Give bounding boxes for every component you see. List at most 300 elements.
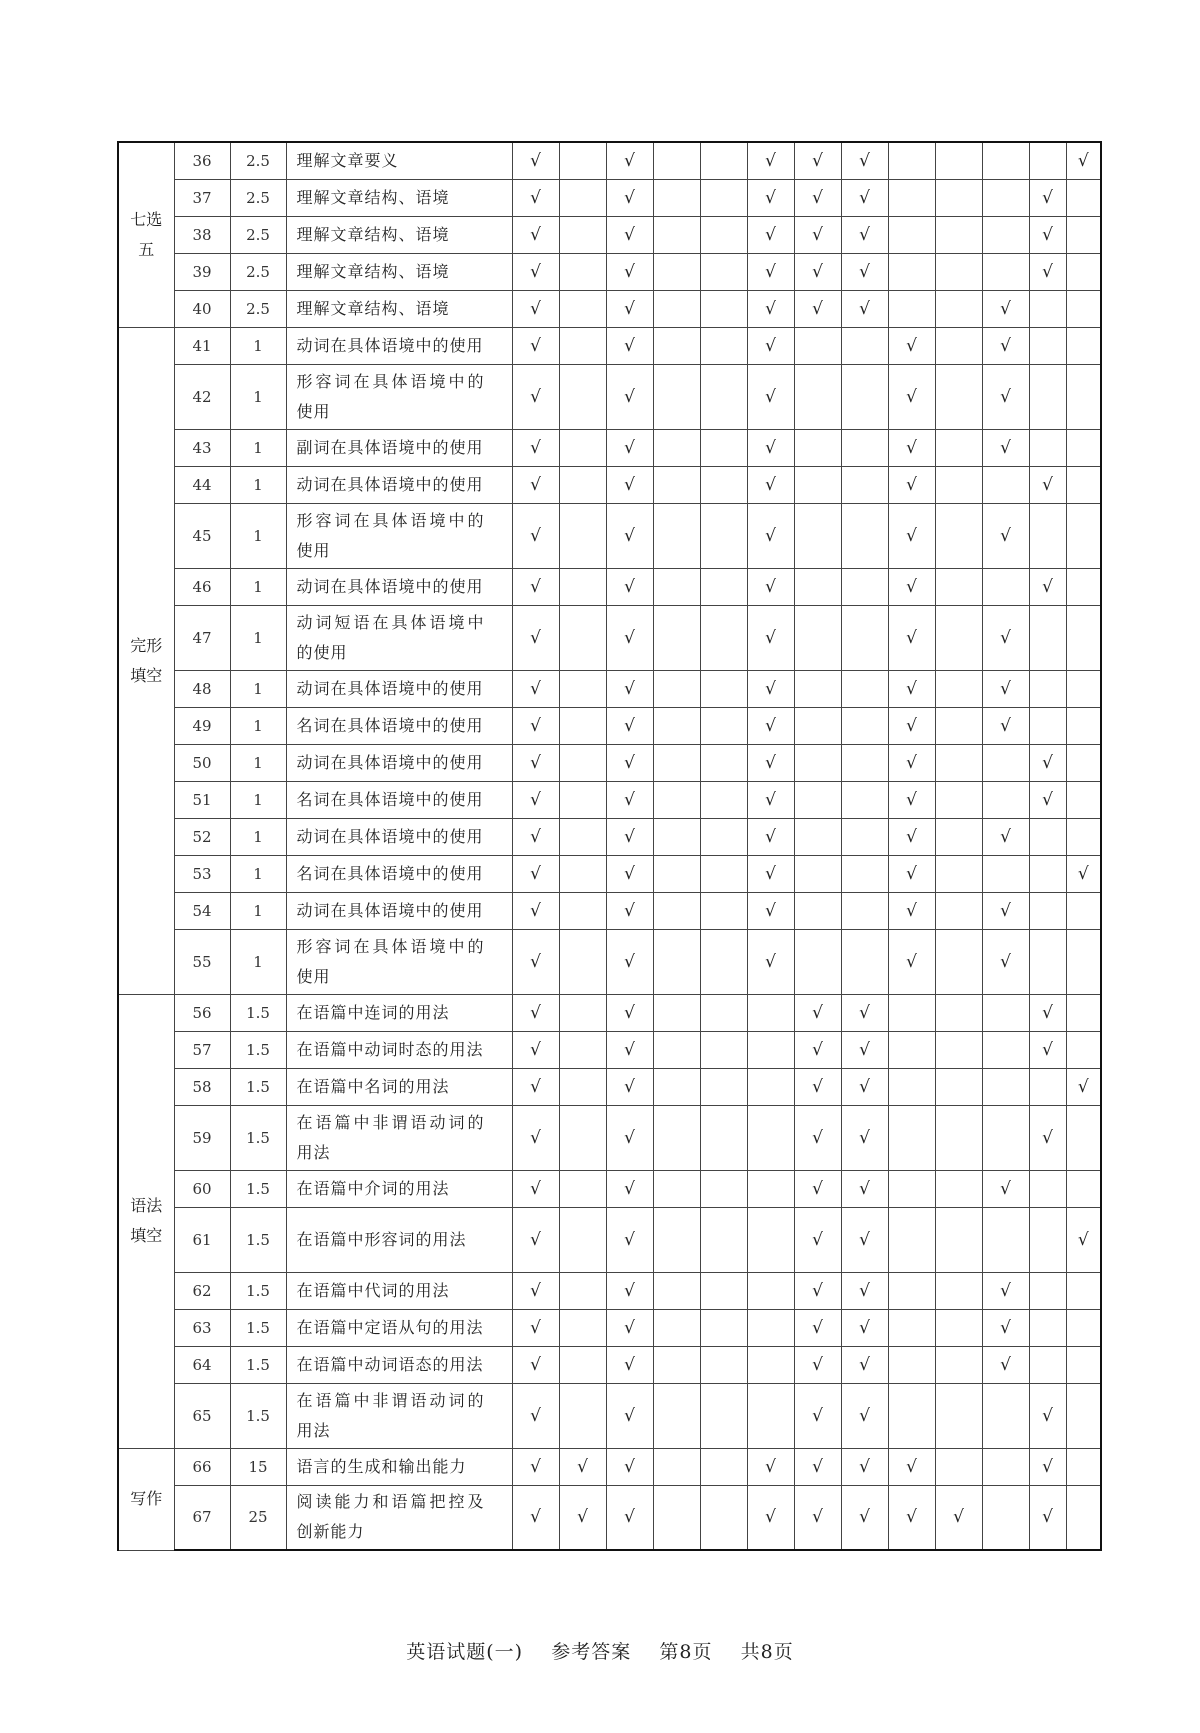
empty-cell (888, 994, 935, 1031)
empty-cell (700, 568, 747, 605)
question-score: 15 (230, 1448, 286, 1485)
check-mark-cell: √ (512, 1346, 559, 1383)
check-mark-cell: √ (606, 1485, 653, 1550)
empty-cell (841, 605, 888, 670)
question-score: 1 (230, 929, 286, 994)
check-mark-cell: √ (841, 1105, 888, 1170)
empty-cell (935, 290, 982, 327)
question-number: 53 (174, 855, 230, 892)
empty-cell (747, 1170, 794, 1207)
empty-cell (700, 1272, 747, 1309)
check-mark-cell: √ (606, 1068, 653, 1105)
empty-cell (841, 707, 888, 744)
check-mark-cell: √ (606, 568, 653, 605)
check-mark-cell: √ (982, 503, 1029, 568)
empty-cell (888, 179, 935, 216)
empty-cell (700, 1068, 747, 1105)
check-mark-cell: √ (794, 1346, 841, 1383)
question-score: 1 (230, 327, 286, 364)
table-row (118, 929, 1101, 994)
empty-cell (794, 707, 841, 744)
empty-cell (747, 1346, 794, 1383)
empty-cell (888, 1309, 935, 1346)
assessment-point: 理解文章结构、语境 (286, 290, 512, 327)
question-score: 2.5 (230, 290, 286, 327)
check-mark-cell: √ (606, 466, 653, 503)
check-mark-cell: √ (1029, 179, 1066, 216)
table-row (118, 1031, 1101, 1068)
empty-cell (1029, 929, 1066, 994)
check-mark-cell: √ (794, 1170, 841, 1207)
empty-cell (1066, 929, 1101, 994)
empty-cell (559, 670, 606, 707)
check-mark-cell: √ (888, 1448, 935, 1485)
question-score: 2.5 (230, 142, 286, 179)
empty-cell (1029, 290, 1066, 327)
check-mark-cell: √ (841, 1207, 888, 1272)
empty-cell (1066, 364, 1101, 429)
empty-cell (559, 568, 606, 605)
question-score: 2.5 (230, 216, 286, 253)
assessment-point (286, 1105, 512, 1170)
empty-cell (700, 429, 747, 466)
empty-cell (982, 1383, 1029, 1448)
check-mark-cell: √ (512, 179, 559, 216)
empty-cell (982, 1068, 1029, 1105)
check-mark-cell: √ (512, 892, 559, 929)
empty-cell (982, 855, 1029, 892)
check-mark-cell: √ (747, 818, 794, 855)
check-mark-cell: √ (606, 1346, 653, 1383)
empty-cell (653, 216, 700, 253)
empty-cell (888, 1346, 935, 1383)
empty-cell (559, 818, 606, 855)
empty-cell (559, 855, 606, 892)
check-mark-cell: √ (747, 707, 794, 744)
empty-cell (653, 1105, 700, 1170)
empty-cell (982, 179, 1029, 216)
check-mark-cell: √ (606, 929, 653, 994)
assessment-point: 理解文章结构、语境 (286, 179, 512, 216)
question-number: 39 (174, 253, 230, 290)
check-mark-cell: √ (512, 1485, 559, 1550)
question-number: 55 (174, 929, 230, 994)
empty-cell (1066, 994, 1101, 1031)
check-mark-cell: √ (606, 855, 653, 892)
section-label-line: 填空 (130, 1226, 163, 1245)
empty-cell (1066, 466, 1101, 503)
empty-cell (794, 670, 841, 707)
check-mark-cell: √ (606, 429, 653, 466)
question-number: 66 (174, 1448, 230, 1485)
empty-cell (559, 744, 606, 781)
empty-cell (935, 1207, 982, 1272)
check-mark-cell: √ (512, 429, 559, 466)
empty-cell (653, 707, 700, 744)
assessment-point (286, 503, 512, 568)
empty-cell (653, 1170, 700, 1207)
table-row (118, 327, 1101, 364)
check-mark-cell: √ (747, 1448, 794, 1485)
empty-cell (888, 253, 935, 290)
assessment-point-line: 在语篇中非谓语动词的 (296, 1112, 487, 1132)
empty-cell (1029, 1068, 1066, 1105)
empty-cell (935, 503, 982, 568)
empty-cell (935, 142, 982, 179)
check-mark-cell: √ (606, 1383, 653, 1448)
table-row (118, 744, 1101, 781)
empty-cell (700, 707, 747, 744)
assessment-point (286, 1485, 512, 1550)
question-score: 1 (230, 707, 286, 744)
empty-cell (982, 781, 1029, 818)
question-number: 48 (174, 670, 230, 707)
check-mark-cell: √ (606, 216, 653, 253)
footer-subject: 英语试题(一) (406, 1641, 524, 1663)
assessment-point: 动词在具体语境中的使用 (286, 670, 512, 707)
question-score: 1.5 (230, 1170, 286, 1207)
empty-cell (653, 503, 700, 568)
section-label (118, 994, 174, 1448)
question-score: 1 (230, 892, 286, 929)
empty-cell (794, 892, 841, 929)
assessment-point: 语言的生成和输出能力 (286, 1448, 512, 1485)
check-mark-cell: √ (841, 1346, 888, 1383)
empty-cell (982, 1031, 1029, 1068)
check-mark-cell: √ (794, 1448, 841, 1485)
empty-cell (1066, 1383, 1101, 1448)
empty-cell (935, 568, 982, 605)
empty-cell (1066, 1031, 1101, 1068)
empty-cell (653, 290, 700, 327)
assessment-point (286, 929, 512, 994)
check-mark-cell: √ (1066, 855, 1101, 892)
assessment-point: 理解文章结构、语境 (286, 216, 512, 253)
empty-cell (935, 429, 982, 466)
question-number: 37 (174, 179, 230, 216)
check-mark-cell: √ (747, 670, 794, 707)
empty-cell (794, 781, 841, 818)
table-row (118, 1170, 1101, 1207)
empty-cell (653, 1207, 700, 1272)
empty-cell (700, 744, 747, 781)
empty-cell (935, 1105, 982, 1170)
empty-cell (935, 1309, 982, 1346)
check-mark-cell: √ (747, 429, 794, 466)
check-mark-cell: √ (512, 994, 559, 1031)
empty-cell (982, 1485, 1029, 1550)
check-mark-cell: √ (982, 1346, 1029, 1383)
empty-cell (1029, 707, 1066, 744)
empty-cell (1029, 327, 1066, 364)
check-mark-cell: √ (841, 253, 888, 290)
empty-cell (1066, 892, 1101, 929)
empty-cell (559, 142, 606, 179)
check-mark-cell: √ (512, 744, 559, 781)
empty-cell (700, 253, 747, 290)
table-row (118, 429, 1101, 466)
check-mark-cell: √ (982, 707, 1029, 744)
check-mark-cell: √ (1066, 1068, 1101, 1105)
check-mark-cell: √ (794, 1485, 841, 1550)
check-mark-cell: √ (841, 1448, 888, 1485)
empty-cell (888, 1068, 935, 1105)
empty-cell (559, 503, 606, 568)
assessment-point: 副词在具体语境中的使用 (286, 429, 512, 466)
question-score: 1.5 (230, 1105, 286, 1170)
assessment-point-line: 用法 (296, 1142, 331, 1162)
empty-cell (1066, 1272, 1101, 1309)
footer-total-pages: 共8页 (740, 1641, 794, 1663)
question-score: 1 (230, 818, 286, 855)
empty-cell (1029, 1170, 1066, 1207)
check-mark-cell: √ (606, 781, 653, 818)
empty-cell (1066, 1170, 1101, 1207)
table-row (118, 364, 1101, 429)
assessment-point: 在语篇中动词语态的用法 (286, 1346, 512, 1383)
check-mark-cell: √ (1029, 1448, 1066, 1485)
table-row (118, 253, 1101, 290)
empty-cell (559, 1346, 606, 1383)
empty-cell (982, 994, 1029, 1031)
empty-cell (700, 781, 747, 818)
empty-cell (1029, 364, 1066, 429)
empty-cell (888, 1207, 935, 1272)
empty-cell (935, 929, 982, 994)
assessment-point: 动词在具体语境中的使用 (286, 327, 512, 364)
check-mark-cell: √ (512, 818, 559, 855)
empty-cell (559, 781, 606, 818)
empty-cell (982, 142, 1029, 179)
table-row (118, 216, 1101, 253)
check-mark-cell: √ (512, 605, 559, 670)
empty-cell (794, 327, 841, 364)
empty-cell (653, 1031, 700, 1068)
empty-cell (700, 142, 747, 179)
empty-cell (888, 142, 935, 179)
empty-cell (653, 818, 700, 855)
question-score: 1 (230, 744, 286, 781)
assessment-point-line: 创新能力 (296, 1522, 365, 1542)
table-row (118, 503, 1101, 568)
empty-cell (1029, 605, 1066, 670)
check-mark-cell: √ (512, 707, 559, 744)
question-score: 1 (230, 364, 286, 429)
assessment-point: 动词在具体语境中的使用 (286, 744, 512, 781)
empty-cell (982, 1207, 1029, 1272)
check-mark-cell: √ (1029, 1105, 1066, 1170)
question-number: 41 (174, 327, 230, 364)
empty-cell (700, 216, 747, 253)
empty-cell (559, 1105, 606, 1170)
assessment-point-line: 动词短语在具体语境中 (296, 612, 487, 632)
empty-cell (747, 1105, 794, 1170)
check-mark-cell: √ (794, 290, 841, 327)
assessment-point (286, 364, 512, 429)
question-number: 62 (174, 1272, 230, 1309)
empty-cell (935, 179, 982, 216)
check-mark-cell: √ (747, 466, 794, 503)
empty-cell (653, 605, 700, 670)
check-mark-cell: √ (747, 216, 794, 253)
question-score: 1.5 (230, 1031, 286, 1068)
check-mark-cell: √ (982, 1309, 1029, 1346)
question-score: 1 (230, 466, 286, 503)
check-mark-cell: √ (841, 290, 888, 327)
empty-cell (1066, 1105, 1101, 1170)
assessment-point: 动词在具体语境中的使用 (286, 818, 512, 855)
footer-answer-label: 参考答案 (551, 1641, 632, 1663)
check-mark-cell: √ (1066, 1207, 1101, 1272)
check-mark-cell: √ (888, 605, 935, 670)
empty-cell (1029, 855, 1066, 892)
check-mark-cell: √ (606, 1272, 653, 1309)
check-mark-cell: √ (1029, 253, 1066, 290)
check-mark-cell: √ (982, 364, 1029, 429)
table-row (118, 1485, 1101, 1550)
question-number: 44 (174, 466, 230, 503)
check-mark-cell: √ (1029, 1031, 1066, 1068)
empty-cell (841, 929, 888, 994)
assessment-point-line: 形容词在具体语境中的 (296, 510, 487, 530)
question-score: 1 (230, 568, 286, 605)
question-score: 1 (230, 605, 286, 670)
table-row (118, 1346, 1101, 1383)
empty-cell (935, 466, 982, 503)
answer-analysis-table (117, 141, 1102, 1551)
empty-cell (653, 892, 700, 929)
question-score: 1.5 (230, 994, 286, 1031)
empty-cell (559, 1170, 606, 1207)
empty-cell (1066, 290, 1101, 327)
check-mark-cell: √ (982, 327, 1029, 364)
empty-cell (1066, 1485, 1101, 1550)
empty-cell (559, 179, 606, 216)
assessment-point-line: 阅读能力和语篇把控及 (296, 1492, 487, 1512)
check-mark-cell: √ (606, 670, 653, 707)
empty-cell (794, 744, 841, 781)
empty-cell (1029, 1207, 1066, 1272)
table-row (118, 994, 1101, 1031)
question-number: 40 (174, 290, 230, 327)
empty-cell (653, 1448, 700, 1485)
empty-cell (982, 216, 1029, 253)
empty-cell (935, 855, 982, 892)
question-score: 1 (230, 429, 286, 466)
check-mark-cell: √ (794, 179, 841, 216)
empty-cell (653, 1309, 700, 1346)
empty-cell (888, 216, 935, 253)
question-score: 1.5 (230, 1346, 286, 1383)
check-mark-cell: √ (606, 605, 653, 670)
check-mark-cell: √ (606, 818, 653, 855)
check-mark-cell: √ (841, 179, 888, 216)
empty-cell (888, 1170, 935, 1207)
empty-cell (653, 364, 700, 429)
check-mark-cell: √ (512, 1383, 559, 1448)
empty-cell (841, 818, 888, 855)
empty-cell (700, 1309, 747, 1346)
empty-cell (700, 818, 747, 855)
check-mark-cell: √ (747, 253, 794, 290)
empty-cell (935, 1068, 982, 1105)
assessment-point-line: 使用 (296, 540, 331, 560)
question-number: 38 (174, 216, 230, 253)
check-mark-cell: √ (512, 1068, 559, 1105)
assessment-point: 在语篇中动词时态的用法 (286, 1031, 512, 1068)
empty-cell (982, 568, 1029, 605)
empty-cell (653, 253, 700, 290)
check-mark-cell: √ (888, 568, 935, 605)
check-mark-cell: √ (888, 781, 935, 818)
check-mark-cell: √ (794, 1272, 841, 1309)
question-number: 56 (174, 994, 230, 1031)
check-mark-cell: √ (606, 892, 653, 929)
assessment-point-line: 形容词在具体语境中的 (296, 936, 487, 956)
question-score: 2.5 (230, 179, 286, 216)
question-number: 45 (174, 503, 230, 568)
check-mark-cell: √ (747, 855, 794, 892)
empty-cell (935, 892, 982, 929)
check-mark-cell: √ (606, 253, 653, 290)
check-mark-cell: √ (606, 1448, 653, 1485)
question-number: 64 (174, 1346, 230, 1383)
question-number: 63 (174, 1309, 230, 1346)
check-mark-cell: √ (747, 503, 794, 568)
check-mark-cell: √ (888, 503, 935, 568)
check-mark-cell: √ (841, 1383, 888, 1448)
assessment-point: 理解文章结构、语境 (286, 253, 512, 290)
empty-cell (559, 1383, 606, 1448)
empty-cell (700, 855, 747, 892)
check-mark-cell: √ (888, 707, 935, 744)
question-number: 54 (174, 892, 230, 929)
empty-cell (935, 707, 982, 744)
empty-cell (747, 1207, 794, 1272)
empty-cell (1029, 1346, 1066, 1383)
empty-cell (653, 744, 700, 781)
table-row (118, 707, 1101, 744)
check-mark-cell: √ (512, 781, 559, 818)
check-mark-cell: √ (747, 364, 794, 429)
empty-cell (1029, 892, 1066, 929)
empty-cell (982, 744, 1029, 781)
empty-cell (935, 1346, 982, 1383)
empty-cell (559, 253, 606, 290)
empty-cell (559, 605, 606, 670)
empty-cell (1066, 253, 1101, 290)
check-mark-cell: √ (794, 1383, 841, 1448)
assessment-point: 在语篇中名词的用法 (286, 1068, 512, 1105)
question-number: 46 (174, 568, 230, 605)
empty-cell (559, 290, 606, 327)
question-score: 25 (230, 1485, 286, 1550)
check-mark-cell: √ (512, 290, 559, 327)
check-mark-cell: √ (888, 364, 935, 429)
question-number: 36 (174, 142, 230, 179)
question-number: 43 (174, 429, 230, 466)
empty-cell (794, 466, 841, 503)
empty-cell (982, 1105, 1029, 1170)
question-number: 57 (174, 1031, 230, 1068)
empty-cell (935, 1170, 982, 1207)
empty-cell (794, 818, 841, 855)
check-mark-cell: √ (606, 1309, 653, 1346)
check-mark-cell: √ (982, 1170, 1029, 1207)
assessment-point: 在语篇中代词的用法 (286, 1272, 512, 1309)
question-score: 1.5 (230, 1309, 286, 1346)
empty-cell (794, 568, 841, 605)
